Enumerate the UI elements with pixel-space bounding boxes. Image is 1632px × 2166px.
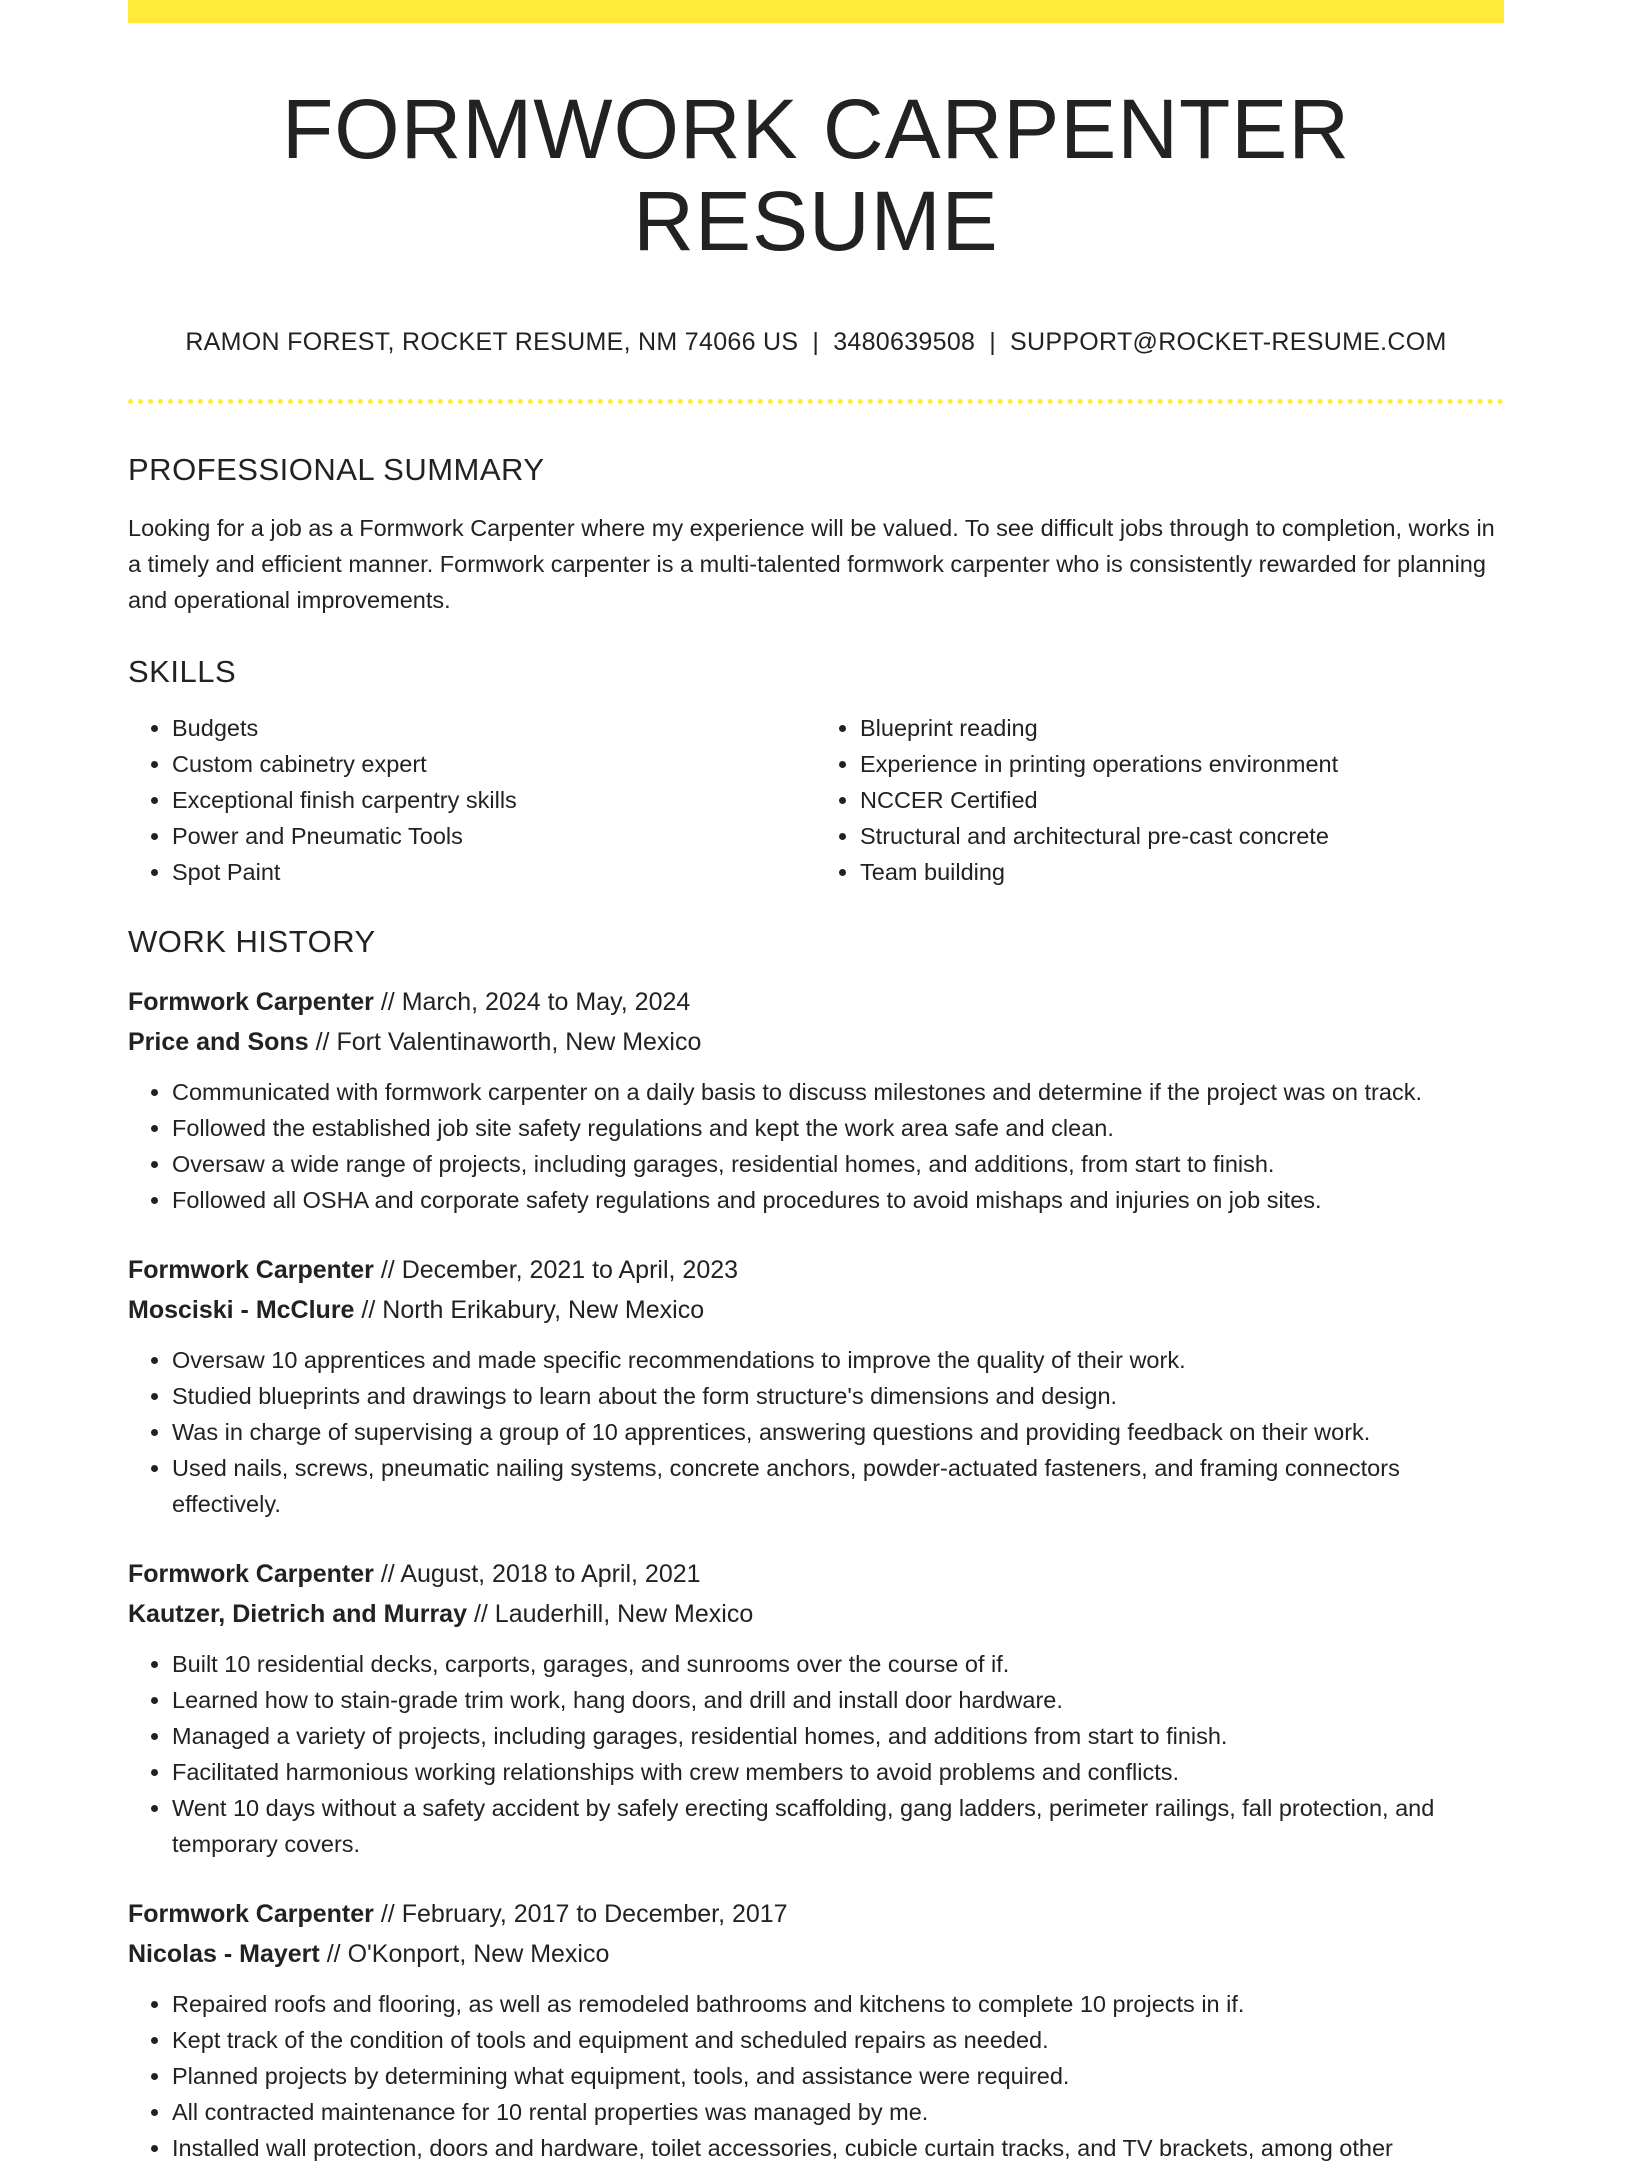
skill-item: • Exceptional finish carpentry skills — [172, 782, 816, 818]
top-accent-bar — [128, 0, 1504, 23]
job-dates: February, 2017 to December, 2017 — [401, 1899, 788, 1928]
contact-separator: | — [989, 327, 997, 356]
job-title-line — [128, 1554, 1504, 1594]
job-separator: // — [315, 1027, 330, 1056]
job-company: Price and Sons — [128, 1027, 309, 1056]
job-company-line — [128, 1594, 1504, 1634]
contact-line — [128, 328, 1504, 357]
job-bullet: • Built 10 residential decks, carports, garages, and sunrooms over the course of if. — [172, 1646, 1504, 1682]
job-bullet: • Oversaw 10 apprentices and made specific recommendations to improve the quality of their work. — [172, 1342, 1504, 1378]
job-bullet: • Facilitated harmonious working relationships with crew members to avoid problems and conflicts. — [172, 1754, 1504, 1790]
contact-separator: | — [812, 327, 820, 356]
skill-item: • Budgets — [172, 710, 816, 746]
job-title: Formwork Carpenter — [128, 1559, 374, 1588]
job-title: Formwork Carpenter — [128, 1255, 374, 1284]
job-bullets — [128, 1074, 1504, 1218]
skill-item: • Custom cabinetry expert — [172, 746, 816, 782]
job-bullets — [128, 1646, 1504, 1862]
page-title: FORMWORK CARPENTER RESUME — [282, 82, 1350, 269]
job-location: O'Konport, New Mexico — [347, 1939, 610, 1968]
job-bullet: • Oversaw a wide range of projects, including garages, residential homes, and additions, from start to finish. — [172, 1146, 1504, 1182]
job-separator: // — [380, 1559, 395, 1588]
job-separator: // — [473, 1599, 488, 1628]
skill-item: • Team building — [860, 854, 1504, 890]
resume-page — [128, 0, 1504, 2166]
job-bullet: • Communicated with formwork carpenter on a daily basis to discuss milestones and determine if the project was on track. — [172, 1074, 1504, 1110]
job-entry — [128, 982, 1504, 1218]
job-bullet: • Used nails, screws, pneumatic nailing systems, concrete anchors, powder-actuated fasteners, and framing connectors effectively. — [172, 1450, 1504, 1522]
job-title: Formwork Carpenter — [128, 1899, 374, 1928]
job-company: Nicolas - Mayert — [128, 1939, 320, 1968]
skill-item: • Structural and architectural pre-cast concrete — [860, 818, 1504, 854]
job-bullet: • Installed wall protection, doors and hardware, toilet accessories, cubicle curtain tracks, and TV brackets, among other — [172, 2130, 1504, 2166]
job-entry — [128, 1250, 1504, 1522]
contact-email: SUPPORT@ROCKET-RESUME.COM — [1010, 327, 1447, 356]
job-title-line — [128, 982, 1504, 1022]
job-company: Mosciski - McClure — [128, 1295, 355, 1324]
job-bullet: • Repaired roofs and flooring, as well as remodeled bathrooms and kitchens to complete 10 projects in if. — [172, 1986, 1504, 2022]
work-history-heading: WORK HISTORY — [128, 923, 376, 959]
job-bullets — [128, 1342, 1504, 1522]
job-entry — [128, 1894, 1504, 2166]
job-separator: // — [380, 1255, 395, 1284]
job-location: Lauderhill, New Mexico — [494, 1599, 754, 1628]
job-dates: August, 2018 to April, 2021 — [400, 1559, 701, 1588]
job-company-line — [128, 1934, 1504, 1974]
skill-item: • NCCER Certified — [860, 782, 1504, 818]
job-bullet: • Went 10 days without a safety accident by safely erecting scaffolding, gang ladders, perimeter railings, fall protection, and temporary covers. — [172, 1790, 1504, 1862]
job-title-line — [128, 1894, 1504, 1934]
job-bullet: • Followed all OSHA and corporate safety regulations and procedures to avoid mishaps and injuries on job sites. — [172, 1182, 1504, 1218]
contact-phone: 3480639508 — [833, 327, 976, 356]
job-location: Fort Valentinaworth, New Mexico — [336, 1027, 702, 1056]
job-separator: // — [380, 1899, 395, 1928]
job-separator: // — [361, 1295, 376, 1324]
job-dates: March, 2024 to May, 2024 — [401, 987, 691, 1016]
summary-heading: PROFESSIONAL SUMMARY — [128, 451, 545, 487]
job-bullet: • Kept track of the condition of tools and equipment and scheduled repairs as needed. — [172, 2022, 1504, 2058]
job-bullet: • Managed a variety of projects, including garages, residential homes, and additions from start to finish. — [172, 1718, 1504, 1754]
skills-column-left — [128, 710, 816, 890]
skills-heading: SKILLS — [128, 653, 237, 689]
job-title-line — [128, 1250, 1504, 1290]
job-dates: December, 2021 to April, 2023 — [401, 1255, 739, 1284]
job-bullet: • Studied blueprints and drawings to learn about the form structure's dimensions and design. — [172, 1378, 1504, 1414]
job-bullet: • Planned projects by determining what equipment, tools, and assistance were required. — [172, 2058, 1504, 2094]
skill-item: • Power and Pneumatic Tools — [172, 818, 816, 854]
skill-item: • Spot Paint — [172, 854, 816, 890]
skill-item: • Blueprint reading — [860, 710, 1504, 746]
skills-column-right — [816, 710, 1504, 890]
job-company: Kautzer, Dietrich and Murray — [128, 1599, 467, 1628]
dotted-divider — [128, 399, 1504, 404]
skill-item: • Experience in printing operations environment — [860, 746, 1504, 782]
job-company-line — [128, 1022, 1504, 1062]
job-separator: // — [380, 987, 395, 1016]
job-bullet: • Followed the established job site safety regulations and kept the work area safe and clean. — [172, 1110, 1504, 1146]
job-entry — [128, 1554, 1504, 1862]
job-title: Formwork Carpenter — [128, 987, 374, 1016]
job-company-line — [128, 1290, 1504, 1330]
skills-list — [128, 710, 1504, 890]
summary-text: Looking for a job as a Formwork Carpenter where my experience will be valued. To see difficult jobs through to completion, works in a timely and efficient manner. Formwork carpenter is a multi-talented formwork carpenter who is consistently rewarded for planning and operational improvements. — [128, 514, 1495, 613]
job-bullets — [128, 1986, 1504, 2166]
job-separator: // — [326, 1939, 341, 1968]
job-location: North Erikabury, New Mexico — [382, 1295, 705, 1324]
job-bullet: • Learned how to stain-grade trim work, hang doors, and drill and install door hardware. — [172, 1682, 1504, 1718]
contact-address: RAMON FOREST, ROCKET RESUME, NM 74066 US — [185, 327, 799, 356]
job-bullet: • All contracted maintenance for 10 rental properties was managed by me. — [172, 2094, 1504, 2130]
job-bullet: • Was in charge of supervising a group of 10 apprentices, answering questions and providing feedback on their work. — [172, 1414, 1504, 1450]
